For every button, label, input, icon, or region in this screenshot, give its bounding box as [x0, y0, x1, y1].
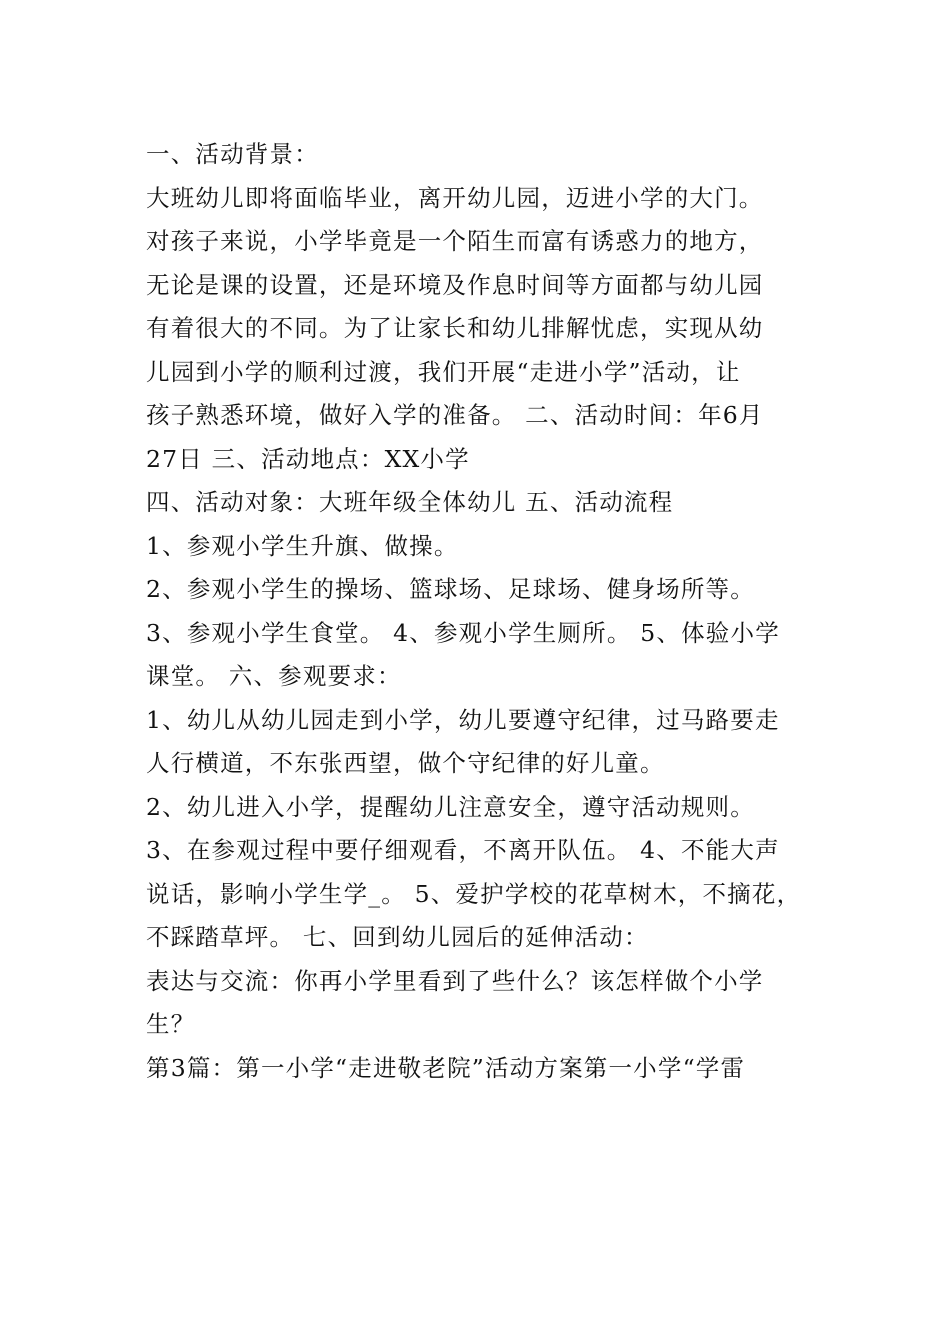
text-line: 对孩子来说，小学毕竟是一个陌生而富有诱惑力的地方，: [146, 227, 764, 255]
text-line: 儿园到小学的顺利过渡，我们开展“走进小学”活动，让: [146, 357, 741, 386]
text-line: 1、参观小学生升旗、做操。: [146, 531, 459, 560]
document-body: [146, 133, 816, 1090]
text-line: 孩子熟悉环境，做好入学的准备。 二、活动时间：年6月: [146, 401, 764, 429]
text-line: 课堂。 六、参观要求：: [146, 662, 402, 690]
text-line: 3、参观小学生食堂。 4、参观小学生厕所。 5、体验小学: [146, 618, 780, 647]
text-line: 一、活动背景：: [146, 140, 319, 168]
text-line: 2、参观小学生的操场、篮球场、足球场、健身场所等。: [146, 575, 755, 603]
text-line: 生？: [146, 1010, 196, 1038]
text-line: 说话，影响小学生学_。 5、爱护学校的花草树木，不摘花，: [146, 879, 802, 908]
text-line: 大班幼儿即将面临毕业，离开幼儿园，迈进小学的大门。: [146, 183, 764, 212]
text-line: 不踩踏草坪。 七、回到幼儿园后的延伸活动：: [146, 923, 649, 951]
text-line: 2、幼儿进入小学，提醒幼儿注意安全，遵守活动规则。: [146, 792, 755, 821]
text-line: 27日 三、活动地点：XX小学: [146, 444, 470, 473]
text-line: 四、活动对象：大班年级全体幼儿 五、活动流程: [146, 488, 674, 516]
text-line: 表达与交流：你再小学里看到了些什么？该怎样做个小学: [146, 966, 764, 995]
text-line: 无论是课的设置，还是环境及作息时间等方面都与幼儿园: [146, 270, 764, 299]
text-line: 1、幼儿从幼儿园走到小学，幼儿要遵守纪律，过马路要走: [146, 705, 780, 734]
text-line: 有着很大的不同。为了让家长和幼儿排解忧虑，实现从幼: [146, 314, 764, 342]
text-line: 3、在参观过程中要仔细观看，不离开队伍。 4、不能大声: [146, 836, 780, 864]
text-line: 第3篇：第一小学“走进敬老院”活动方案第一小学“学雷: [146, 1053, 746, 1082]
text-line: 人行横道，不东张西望，做个守纪律的好儿童。: [146, 749, 665, 777]
